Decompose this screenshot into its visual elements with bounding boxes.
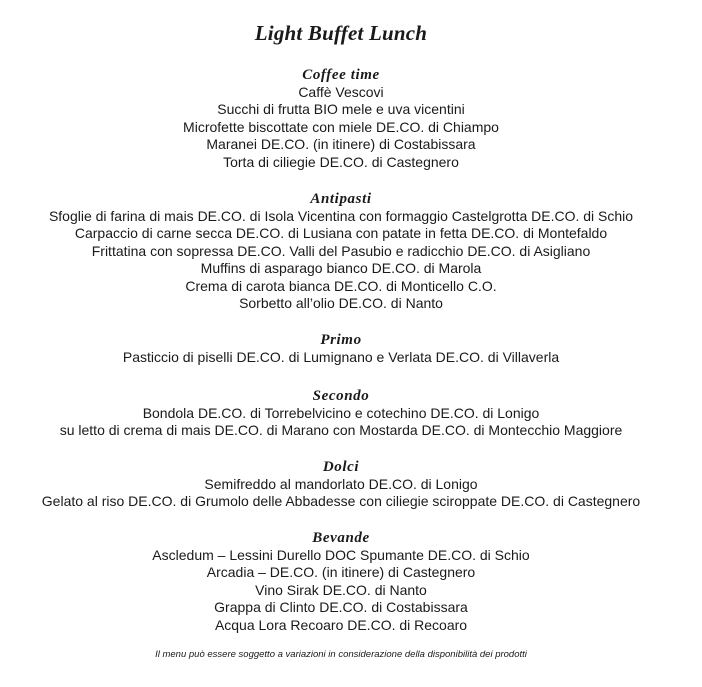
- menu-item: Frittatina con sopressa DE.CO. Valli del Pasubio e radicchio DE.CO. di Asigliano: [91, 242, 591, 259]
- menu-item: Torta di ciliegie DE.CO. di Castegnero: [223, 153, 459, 170]
- menu-item: Pasticcio di piselli DE.CO. di Lumignano e Verlata DE.CO. di Villaverla: [122, 349, 560, 365]
- menu-item: Ascledum – Lessini Durello DOC Spumante DE.CO. di Schio: [152, 547, 530, 563]
- menu-item: su letto di crema di mais DE.CO. di Marano con Mostarda DE.CO. di Montecchio Maggiore: [59, 422, 623, 439]
- section-heading: Antipasti: [310, 191, 372, 207]
- section-antipasti: [0, 191, 682, 312]
- menu-item: Acqua Lora Recoaro DE.CO. di Recoaro: [214, 616, 468, 633]
- menu-item: Arcadia – DE.CO. (in itinere) di Castegnero: [206, 564, 476, 581]
- menu-item: Sfoglie di farina di mais DE.CO. di Isola Vicentina con formaggio Castelgrotta DE.CO. di Schio: [48, 208, 634, 224]
- menu-item: Vino Sirak DE.CO. di Nanto: [255, 581, 427, 598]
- section-heading: Primo: [320, 332, 362, 348]
- section-bevande: [0, 530, 682, 634]
- menu-footnote: Il menu può essere soggetto a variazioni in considerazione della disponibilità dei prodotti: [155, 649, 527, 660]
- section-secondo: [0, 388, 682, 440]
- section-heading: Dolci: [322, 459, 360, 475]
- section-dolci: [0, 459, 682, 511]
- section-primo: [0, 332, 682, 366]
- section-coffee-time: [0, 67, 682, 171]
- menu-item: Sorbetto all’olio DE.CO. di Nanto: [239, 295, 443, 312]
- section-heading: Secondo: [312, 388, 370, 404]
- menu-item: Semifreddo al mandorlato DE.CO. di Lonigo: [204, 476, 478, 492]
- menu-item: Succhi di frutta BIO mele e uva vicentini: [217, 101, 465, 118]
- menu-item: Maranei DE.CO. (in itinere) di Costabissara: [206, 136, 476, 153]
- menu-item: Caffè Vescovi: [298, 84, 384, 100]
- menu-item: Grappa di Clinto DE.CO. di Costabissara: [214, 599, 468, 616]
- section-heading: Bevande: [312, 530, 370, 546]
- menu-item: Bondola DE.CO. di Torrebelvicino e cotechino DE.CO. di Lonigo: [142, 405, 540, 421]
- menu-item: Crema di carota bianca DE.CO. di Monticello C.O.: [185, 277, 497, 294]
- menu-item: Muffins di asparago bianco DE.CO. di Marola: [200, 260, 482, 277]
- section-heading: Coffee time: [302, 67, 380, 83]
- menu-item: Microfette biscottate con miele DE.CO. di Chiampo: [183, 118, 499, 135]
- menu-title: Light Buffet Lunch: [254, 21, 428, 45]
- menu-item: Gelato al riso DE.CO. di Grumolo delle Abbadesse con ciliegie sciroppate DE.CO. di Castegnero: [41, 493, 641, 510]
- menu-item: Carpaccio di carne secca DE.CO. di Lusiana con patate in fetta DE.CO. di Montefaldo: [74, 225, 608, 242]
